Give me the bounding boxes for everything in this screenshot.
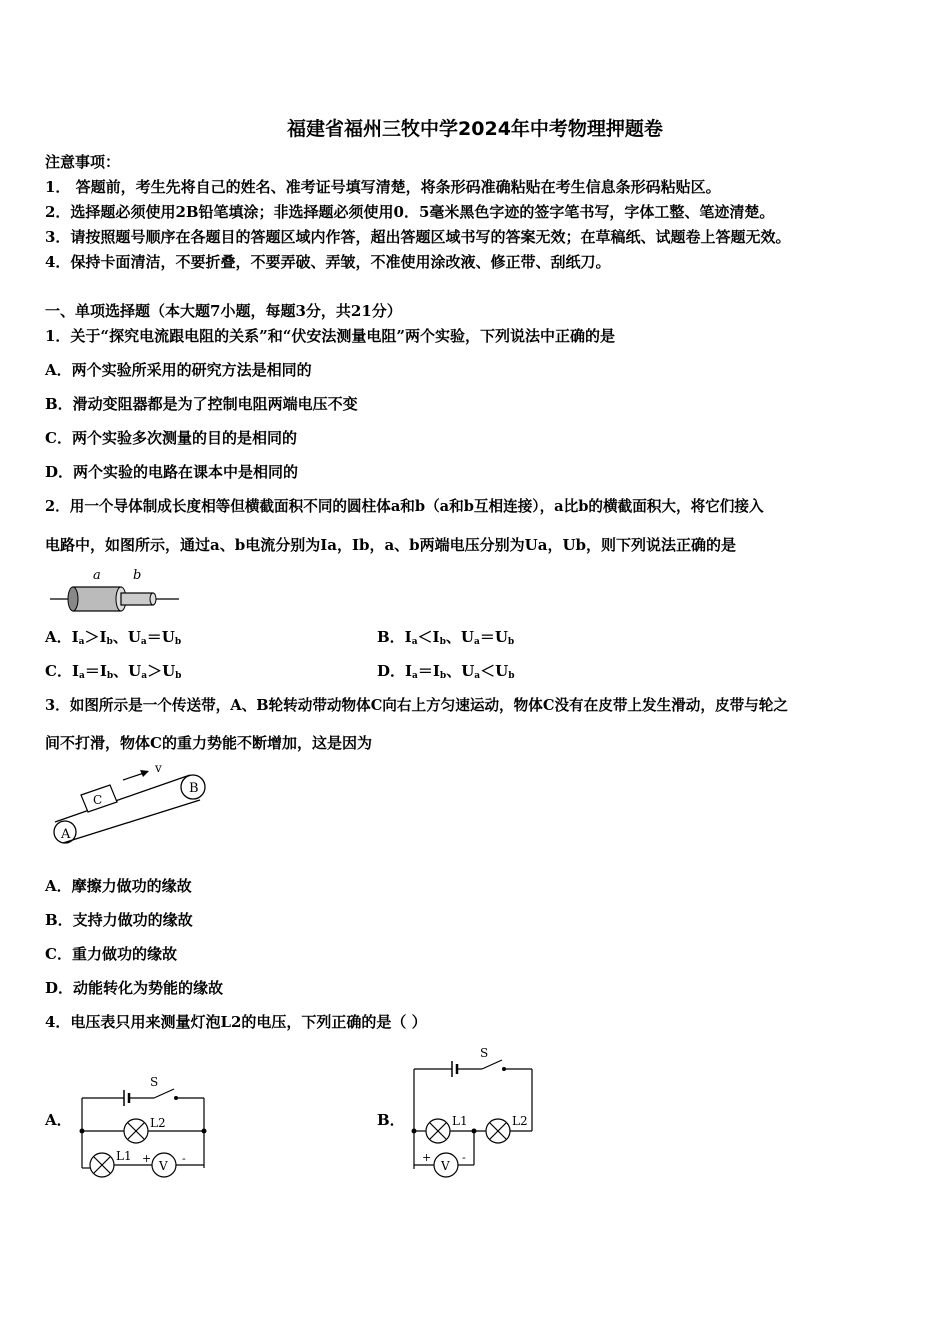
label-minus: - <box>462 1151 466 1164</box>
q1-option-d: D．两个实验的电路在课本中是相同的 <box>45 463 299 481</box>
q3-stem-line1: 3．如图所示是一个传送带，A、B轮转动带动物体C向右上方匀速运动，物体C没有在皮带上发生滑动，皮带与轮之 <box>45 697 788 714</box>
q2-stem-line1: 2．用一个导体制成长度相等但横截面积不同的圆柱体a和b（a和b互相连接），a比b的横截面积大，将它们接入 <box>45 498 764 515</box>
q2-stem-line2: 电路中，如图所示，通过a、b电流分别为Ia，Ib，a、b两端电压分别为Ua，Ub，则下列说法正确的是 <box>45 536 737 554</box>
cylinder-a <box>73 587 121 611</box>
label-v: V <box>441 1159 450 1173</box>
conveyor-figure <box>45 760 215 850</box>
label-l2: L2 <box>512 1114 528 1128</box>
cylinder-b <box>121 593 153 605</box>
q2-option-c: C．$I_a=I_b$、$U_a>U_b$ <box>45 662 182 681</box>
label-s: S <box>150 1075 159 1089</box>
q1-option-a: A．两个实验所采用的研究方法是相同的 <box>45 361 312 379</box>
q4-option-a-label: A． <box>45 1111 72 1129</box>
label-wheel-a: A <box>61 827 71 842</box>
page-title: 福建省福州三牧中学2024年中考物理押题卷 <box>287 118 663 140</box>
notice-item: 2．选择题必须使用2B铅笔填涂；非选择题必须使用0．5毫米黑色字迹的签字笔书写，字体工整、笔迹清楚。 <box>45 203 775 221</box>
label-v: V <box>159 1159 168 1173</box>
q1-option-c: C．两个实验多次测量的目的是相同的 <box>45 429 297 447</box>
q3-stem-line2: 间不打滑，物体C的重力势能不断增加，这是因为 <box>45 734 372 752</box>
label-l1: L1 <box>452 1114 468 1128</box>
section-heading: 一、单项选择题（本大题7小题，每题3分，共21分） <box>45 302 402 320</box>
circuit-b <box>404 1045 540 1185</box>
notice-item: 1． 答题前，考生先将自己的姓名、准考证号填写清楚，将条形码准确粘贴在考生信息条形码粘贴区。 <box>45 178 721 196</box>
q3-option-c: C．重力做功的缘故 <box>45 945 177 963</box>
label-b: b <box>133 568 142 583</box>
label-l1: L1 <box>116 1149 132 1163</box>
label-minus: - <box>182 1152 186 1165</box>
q2-option-a: A．$I_a>I_b$、$U_a=U_b$ <box>45 628 182 647</box>
q2-option-b: B．$I_a<I_b$、$U_a=U_b$ <box>377 628 515 647</box>
label-plus: + <box>142 1152 152 1165</box>
label-wheel-b: B <box>189 781 199 796</box>
q4-stem: 4．电压表只用来测量灯泡L2的电压，下列正确的是（ ） <box>45 1013 427 1031</box>
q3-option-d: D．动能转化为势能的缘故 <box>45 979 224 997</box>
q1-stem: 1．关于“探究电流跟电阻的关系”和“伏安法测量电阻”两个实验，下列说法中正确的是 <box>45 327 615 345</box>
circuit-a <box>72 1072 212 1184</box>
label-plus: + <box>422 1151 432 1164</box>
q4-option-b-label: B． <box>377 1111 405 1129</box>
label-v: v <box>155 761 162 775</box>
conductor-figure <box>45 565 185 615</box>
q3-option-b: B．支持力做功的缘故 <box>45 911 193 929</box>
q3-option-a: A．摩擦力做功的缘故 <box>45 877 192 895</box>
q1-option-b: B．滑动变阻器都是为了控制电阻两端电压不变 <box>45 395 358 413</box>
label-s: S <box>480 1046 489 1060</box>
notice-heading: 注意事项： <box>45 153 121 171</box>
notice-item: 4．保持卡面清洁，不要折叠，不要弄破、弄皱，不准使用涂改液、修正带、刮纸刀。 <box>45 253 611 271</box>
label-l2: L2 <box>150 1116 166 1130</box>
q2-option-d: D．$I_a=I_b$、$U_a<U_b$ <box>377 662 515 681</box>
label-object-c: C <box>93 793 103 807</box>
notice-item: 3．请按照题号顺序在各题目的答题区域内作答，超出答题区域书写的答案无效；在草稿纸、试题卷上答题无效。 <box>45 228 791 246</box>
label-a: a <box>93 568 101 583</box>
